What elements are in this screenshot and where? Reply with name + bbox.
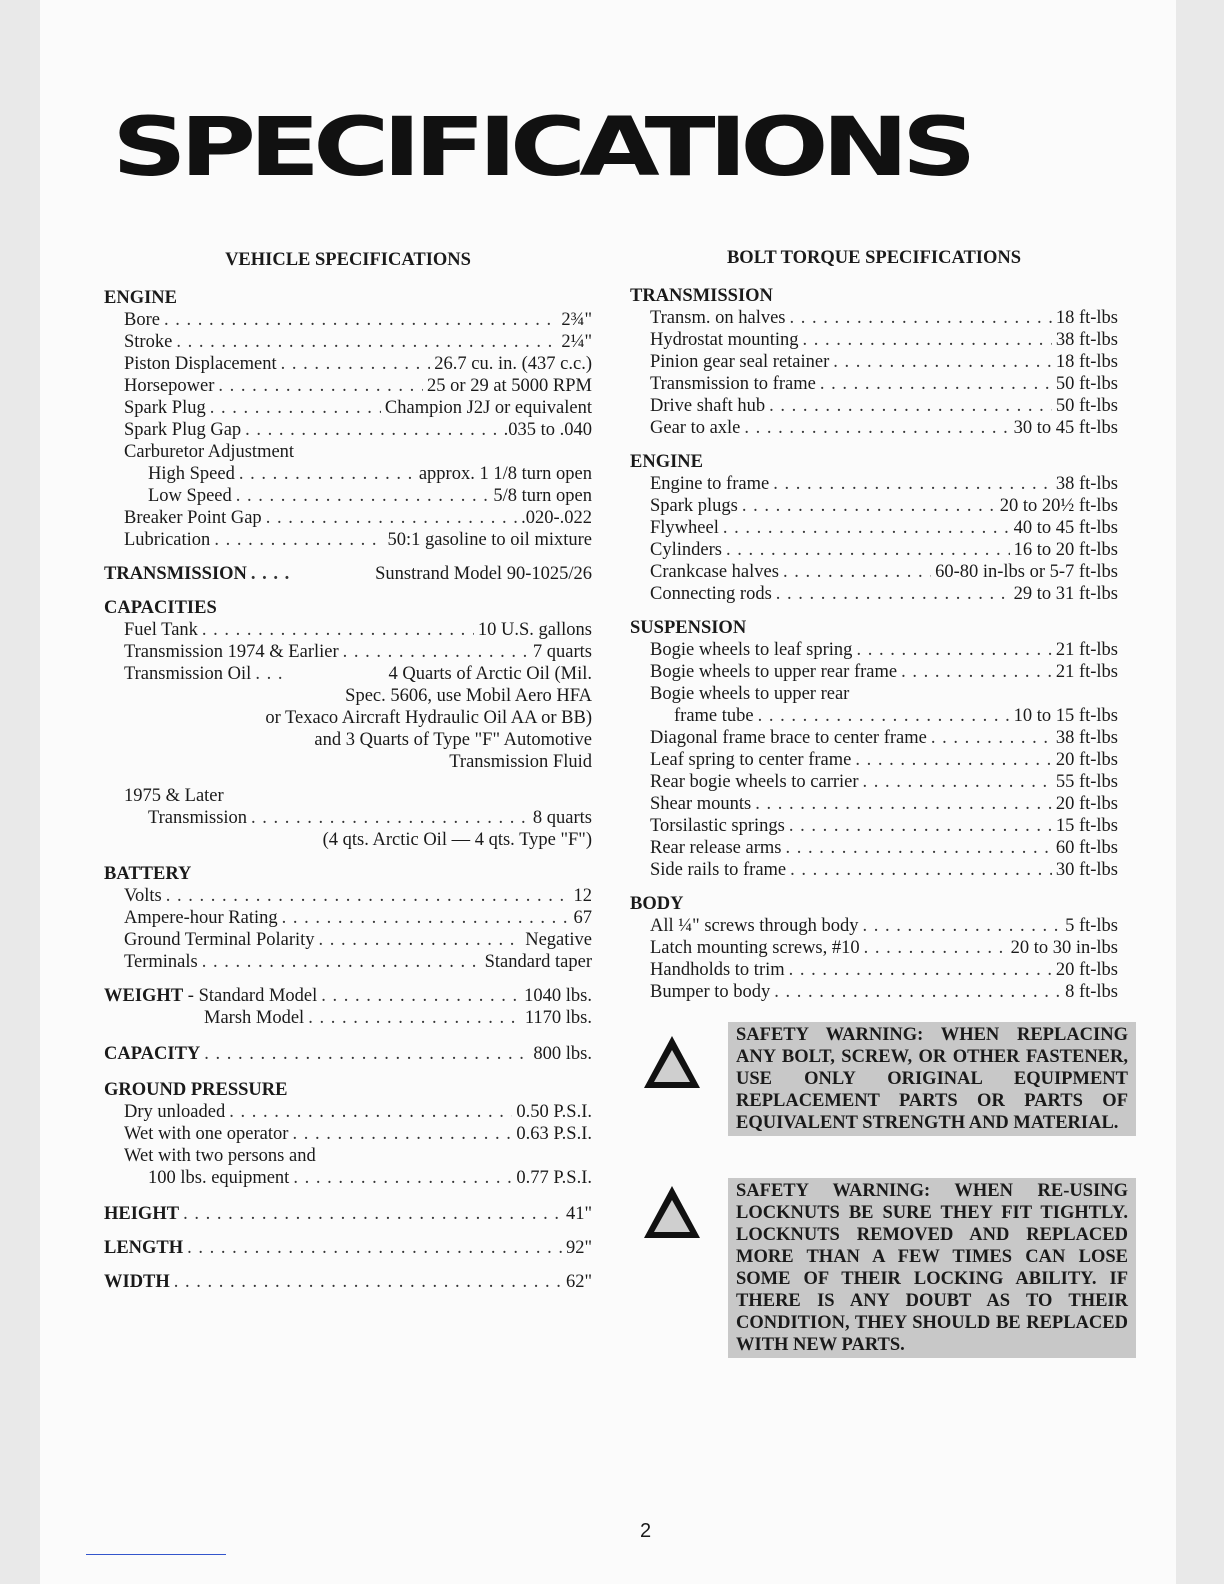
spec-row: Connecting rods . . . 29 to 31 ft-lbs [630, 583, 1118, 605]
spec-continuation: (4 qts. Arctic Oil — 4 qts. Type "F") [322, 830, 592, 850]
spec-row: Flywheel . . . 40 to 45 ft-lbs [630, 517, 1118, 539]
spec-subheading: Bogie wheels to upper rear [650, 684, 850, 704]
spec-row: Transmission 1974 & Earlier . . . 7 quarts [104, 641, 592, 663]
spec-row: Latch mounting screws, #10 . . . 20 to 30 in-lbs [630, 937, 1118, 959]
transmission-row: TRANSMISSION . . . Sunstrand Model 90-1025/26 [104, 563, 592, 585]
spec-subheading: 1975 & Later [124, 786, 224, 806]
spec-row: Diagonal frame brace to center frame . . . 38 ft-lbs [630, 727, 1118, 749]
spec-row: Torsilastic springs . . . 15 ft-lbs [630, 815, 1118, 837]
spec-row: All ¼" screws through body . . . 5 ft-lbs [630, 915, 1118, 937]
spec-row: Breaker Point Gap . . . .020-.022 [104, 507, 592, 529]
spec-row: Bogie wheels to upper rear frame . . . 21 ft-lbs [630, 661, 1118, 683]
spec-row: Ampere-hour Rating . . . 67 [104, 907, 592, 929]
spec-row: Piston Displacement . . . 26.7 cu. in. (437 c.c.) [104, 353, 592, 375]
spec-row: Transmission to frame . . . 50 ft-lbs [630, 373, 1118, 395]
page-number: 2 [640, 1520, 652, 1542]
spec-row: Dry unloaded . . . 0.50 P.S.I. [104, 1101, 592, 1123]
spec-row: Ground Terminal Polarity . . . Negative [104, 929, 592, 951]
spec-row: Wet with one operator . . . 0.63 P.S.I. [104, 1123, 592, 1145]
spec-row: Engine to frame . . . 38 ft-lbs [630, 473, 1118, 495]
length-row: LENGTH . . . 92" [104, 1237, 592, 1259]
spec-continuation: Transmission Fluid [449, 752, 592, 772]
spec-row: Drive shaft hub . . . 50 ft-lbs [630, 395, 1118, 417]
width-row: WIDTH . . . 62" [104, 1271, 592, 1293]
spec-row: Spark plugs . . . 20 to 20½ ft-lbs [630, 495, 1118, 517]
spec-row: Low Speed . . . 5/8 turn open [104, 485, 592, 507]
spec-row: Bumper to body . . . 8 ft-lbs [630, 981, 1118, 1003]
spec-row: Spark Plug Gap . . . .035 to .040 [104, 419, 592, 441]
ground-pressure-title: GROUND PRESSURE [104, 1080, 288, 1100]
engine-section-title: ENGINE [104, 288, 177, 308]
suspension-section-title: SUSPENSION [630, 618, 747, 638]
spec-row: Lubrication . . . 50:1 gasoline to oil mixture [104, 529, 592, 551]
spec-row: Hydrostat mounting . . . 38 ft-lbs [630, 329, 1118, 351]
warning-triangle-icon [642, 1034, 702, 1090]
spec-row: Spark Plug . . . Champion J2J or equivalent [104, 397, 592, 419]
spec-continuation: Spec. 5606, use Mobil Aero HFA [345, 686, 592, 706]
spec-row: Stroke . . . 2¼" [104, 331, 592, 353]
vehicle-specifications [104, 250, 592, 1293]
spec-row: Handholds to trim . . . 20 ft-lbs [630, 959, 1118, 981]
spec-subheading: Wet with two persons and [124, 1146, 316, 1166]
spec-subheading: Carburetor Adjustment [124, 442, 295, 462]
body-section-title: BODY [630, 894, 684, 914]
capacity-row: CAPACITY . . . 800 lbs. [104, 1043, 592, 1065]
height-row: HEIGHT . . . 41" [104, 1203, 592, 1225]
transmission-section-title: TRANSMISSION [630, 286, 773, 306]
page-title: SPECIFICATIONS [112, 99, 970, 195]
spec-row: Horsepower . . . 25 or 29 at 5000 RPM [104, 375, 592, 397]
spec-row: Shear mounts . . . 20 ft-lbs [630, 793, 1118, 815]
bolt-torque-specifications [630, 248, 1118, 1003]
page [40, 0, 1176, 1584]
spec-row: Transm. on halves . . . 18 ft-lbs [630, 307, 1118, 329]
capacities-section-title: CAPACITIES [104, 598, 217, 618]
weight-row: WEIGHT - Standard Model . . . 1040 lbs. [104, 985, 592, 1007]
spec-continuation: and 3 Quarts of Type "F" Automotive [314, 730, 592, 750]
spec-row: frame tube . . . 10 to 15 ft-lbs [630, 705, 1118, 727]
spec-row: Cylinders . . . 16 to 20 ft-lbs [630, 539, 1118, 561]
engine-torque-title: ENGINE [630, 452, 703, 472]
spec-row: Transmission Oil . . . 4 Quarts of Arctic Oil (Mil. [104, 663, 592, 685]
spec-row: Rear release arms . . . 60 ft-lbs [630, 837, 1118, 859]
torque-specs-heading: BOLT TORQUE SPECIFICATIONS [726, 248, 1022, 268]
spec-row: Rear bogie wheels to carrier . . . 55 ft-lbs [630, 771, 1118, 793]
safety-warning-locknuts: SAFETY WARNING: WHEN RE-USING LOCKNUTS BE SURE THEY FIT TIGHTLY. LOCKNUTS REMOVED AND REPLACED MORE THAN A FEW TIMES CAN LOSE SOME OF THEIR LOCKING ABILITY. IF THERE IS ANY DOUBT AS TO THEIR CONDITION, THEY SHOULD BE REPLACED WITH NEW PARTS. [728, 1178, 1136, 1358]
spec-row: Gear to axle . . . 30 to 45 ft-lbs [630, 417, 1118, 439]
spec-row: Marsh Model . . . 1170 lbs. [104, 1007, 592, 1029]
spec-continuation: or Texaco Aircraft Hydraulic Oil AA or BB) [265, 708, 592, 728]
safety-warning-fasteners: SAFETY WARNING: WHEN REPLACING ANY BOLT, SCREW, OR OTHER FASTENER, USE ONLY ORIGINAL EQUIPMENT REPLACEMENT PARTS OR PARTS OF EQUIVALENT STRENGTH AND MATERIAL. [728, 1022, 1136, 1136]
vehicle-specs-heading: VEHICLE SPECIFICATIONS [225, 250, 471, 270]
spec-row: Volts . . . 12 [104, 885, 592, 907]
spec-row: Transmission . . . 8 quarts [104, 807, 592, 829]
spec-row: High Speed . . . approx. 1 1/8 turn open [104, 463, 592, 485]
spec-row: Crankcase halves . . . 60-80 in-lbs or 5-7 ft-lbs [630, 561, 1118, 583]
spec-row: Fuel Tank . . . 10 U.S. gallons [104, 619, 592, 641]
spec-row: 100 lbs. equipment . . . 0.77 P.S.I. [104, 1167, 592, 1189]
spec-row: Bogie wheels to leaf spring . . . 21 ft-lbs [630, 639, 1118, 661]
link-underline [86, 1554, 226, 1555]
spec-row: Pinion gear seal retainer . . . 18 ft-lbs [630, 351, 1118, 373]
warning-triangle-icon [642, 1184, 702, 1240]
spec-row: Side rails to frame . . . 30 ft-lbs [630, 859, 1118, 881]
spec-row: Bore . . . 2¾" [104, 309, 592, 331]
spec-row: Terminals . . . Standard taper [104, 951, 592, 973]
spec-row: Leaf spring to center frame . . . 20 ft-lbs [630, 749, 1118, 771]
battery-section-title: BATTERY [104, 864, 192, 884]
